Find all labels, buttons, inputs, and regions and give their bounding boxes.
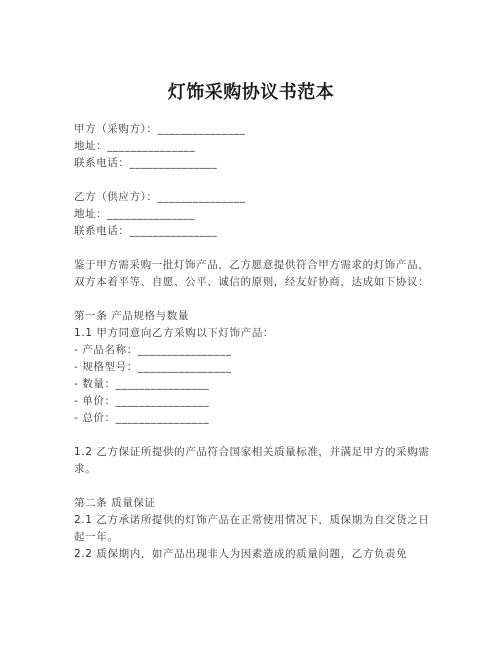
- party-a-address-line: 地址：_______________: [74, 140, 196, 152]
- party-b-name-line: 乙方（供应方）：_______________: [74, 191, 246, 203]
- preamble-paragraph: 鉴于甲方需采购一批灯饰产品，乙方愿意提供符合甲方需求的灯饰产品，双方本着平等、自愿、公平、诚信的原则，经友好协商，达成如下协议：: [74, 259, 430, 288]
- document-title: 灯饰采购协议书范本: [167, 82, 335, 103]
- clause-2-1: 2.1 乙方承诺所提供的灯饰产品在正常使用情况下，质保期为自交货之日起一年。: [74, 514, 430, 543]
- item-product-name: - 产品名称：________________: [74, 344, 232, 356]
- item-model: - 规格型号：________________: [74, 361, 232, 373]
- clause-1-2: 1.2 乙方保证所提供的产品符合国家相关质量标准，并满足甲方的采购需求。: [74, 446, 430, 475]
- document-body: [74, 121, 434, 563]
- party-a-phone-line: 联系电话：_______________: [74, 157, 218, 169]
- article-1-heading: 第一条 产品规格与数量: [74, 310, 189, 322]
- clause-1-1: 1.1 甲方同意向乙方采购以下灯饰产品：: [74, 327, 275, 339]
- item-quantity: - 数量：________________: [74, 378, 210, 390]
- party-b-address-line: 地址：_______________: [74, 208, 196, 220]
- item-total-price: - 总价：________________: [74, 412, 210, 424]
- item-unit-price: - 单价：________________: [74, 395, 210, 407]
- clause-2-2: 2.2 质保期内，如产品出现非人为因素造成的质量问题，乙方负责免: [74, 548, 408, 560]
- party-b-phone-line: 联系电话：_______________: [74, 225, 218, 237]
- party-a-name-line: 甲方（采购方）：_______________: [74, 123, 246, 135]
- article-2-heading: 第二条 质量保证: [74, 497, 156, 509]
